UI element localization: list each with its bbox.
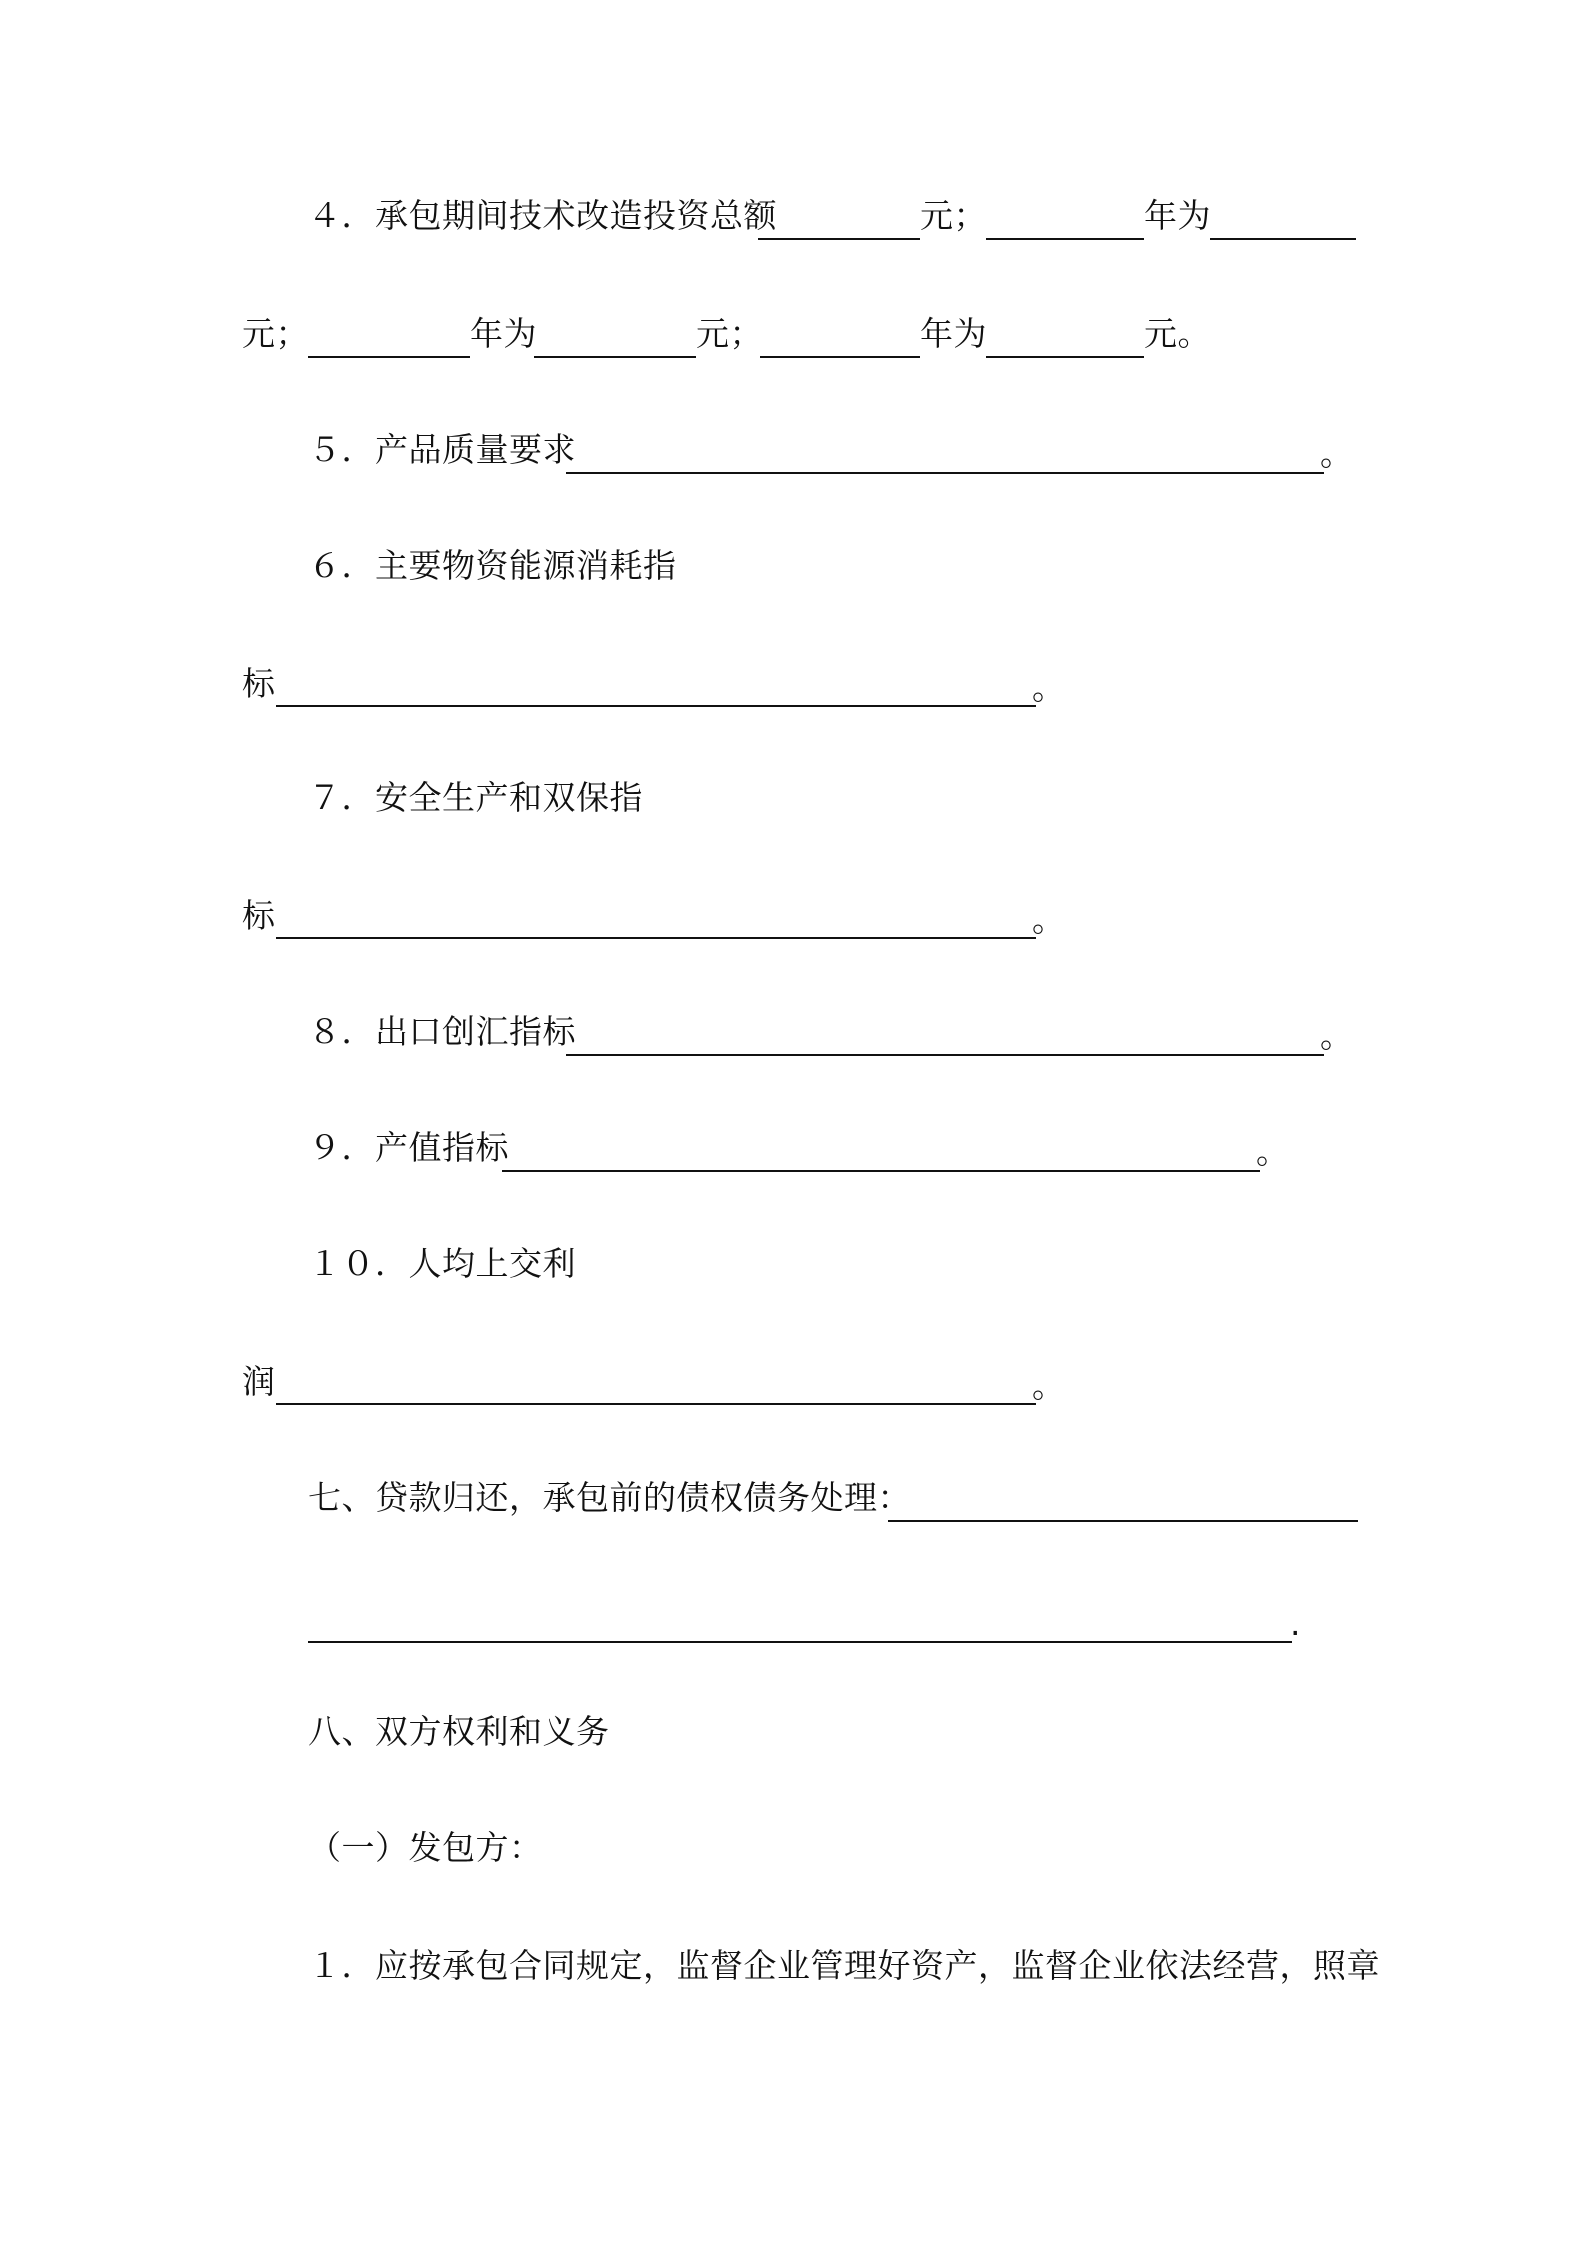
item5-quality-blank[interactable]	[566, 472, 1324, 474]
section7-end: .	[1290, 1604, 1301, 1643]
item4-year-label: 年为	[920, 314, 987, 353]
item9-output-blank[interactable]	[502, 1170, 1260, 1172]
item10-end: 。	[1032, 1366, 1066, 1405]
item6-lead: ６．主要物资能源消耗指	[308, 546, 677, 585]
item7-lead: ７．安全生产和双保指	[308, 778, 643, 817]
item4-year-label: 年为	[470, 314, 537, 353]
item4-amount3-blank[interactable]	[986, 356, 1144, 358]
item4-total-amount-blank[interactable]	[758, 238, 920, 240]
item4-year1-blank[interactable]	[986, 238, 1144, 240]
item5-lead: ５．产品质量要求	[308, 430, 576, 469]
item4-unit: 元；	[696, 314, 763, 353]
item4-amount2-blank[interactable]	[534, 356, 696, 358]
item4-unit: 元；	[242, 314, 309, 353]
item10-lead: １０．人均上交利	[308, 1244, 576, 1283]
item5-end: 。	[1320, 434, 1354, 473]
section7-lead: 七、贷款归还，承包前的债权债务处理：	[308, 1478, 911, 1517]
item10-cont: 润	[242, 1362, 276, 1401]
item9-end: 。	[1256, 1132, 1290, 1171]
item10-profit-blank[interactable]	[276, 1403, 1036, 1405]
item6-end: 。	[1032, 668, 1066, 707]
item6-cont: 标	[242, 664, 276, 703]
item7-cont: 标	[242, 896, 276, 935]
item4-year-label: 年为	[1144, 196, 1211, 235]
item4-amount1-blank[interactable]	[1210, 238, 1356, 240]
section7-debt-blank-1[interactable]	[888, 1520, 1358, 1522]
item4-lead: ４．承包期间技术改造投资总额	[308, 196, 777, 235]
section7-debt-blank-2[interactable]	[308, 1641, 1292, 1643]
party-a-item1: １．应按承包合同规定，监督企业管理好资产，监督企业依法经营，照章	[308, 1946, 1380, 1985]
item7-end: 。	[1032, 900, 1066, 939]
item8-export-blank[interactable]	[566, 1054, 1324, 1056]
item4-year3-blank[interactable]	[760, 356, 920, 358]
section8-title: 八、双方权利和义务	[308, 1712, 610, 1751]
item8-lead: ８．出口创汇指标	[308, 1012, 576, 1051]
item8-end: 。	[1320, 1016, 1354, 1055]
item4-unit: 元；	[920, 196, 987, 235]
item7-safety-blank[interactable]	[276, 937, 1036, 939]
party-a-heading: （一）发包方：	[308, 1828, 543, 1867]
item4-end: 元。	[1144, 314, 1211, 353]
item4-year2-blank[interactable]	[308, 356, 470, 358]
item6-consumption-blank[interactable]	[276, 705, 1036, 707]
item9-lead: ９．产值指标	[308, 1128, 509, 1167]
